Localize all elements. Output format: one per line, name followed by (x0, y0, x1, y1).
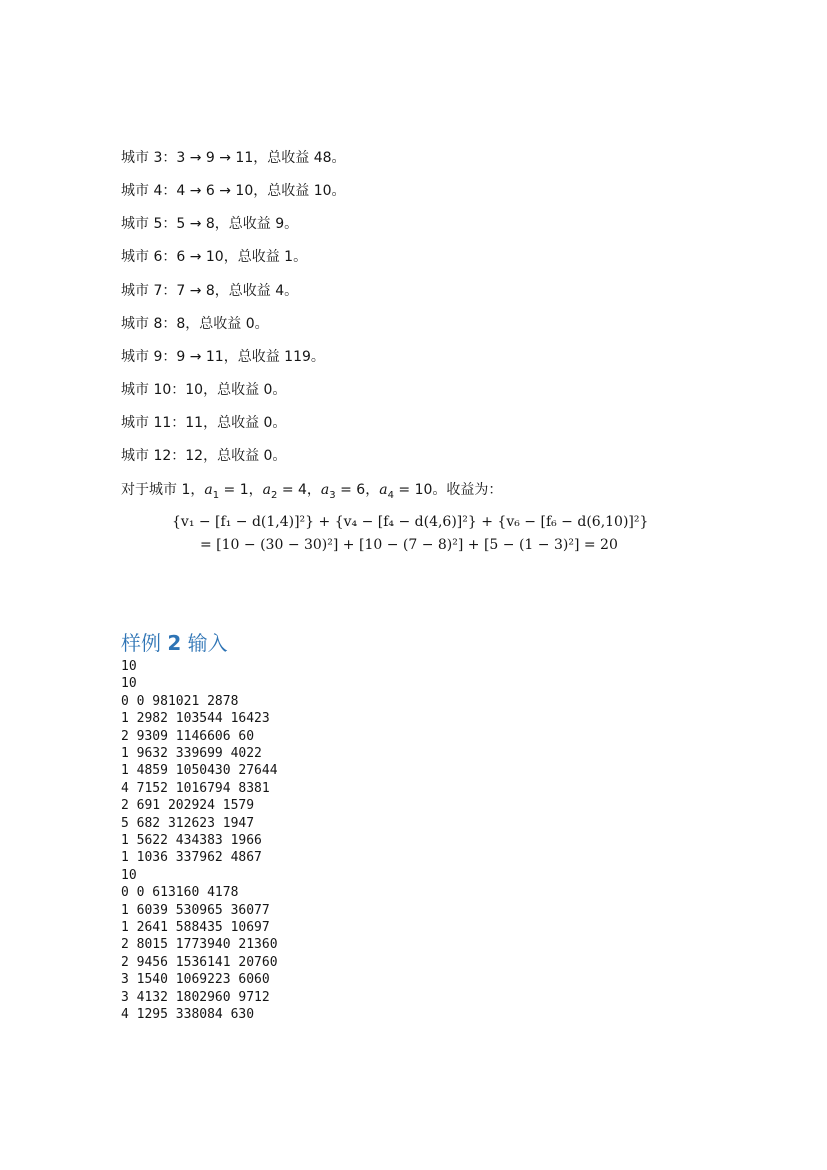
code-line: 0 0 613160 4178 (121, 885, 239, 901)
code-line: 2 8015 1773940 21360 (121, 937, 278, 953)
result-line-city-9: 城市 9：9 → 11，总收益 119。 (121, 349, 325, 365)
code-line: 0 0 981021 2878 (121, 693, 239, 709)
var-a4-value: = 10。 (393, 482, 447, 498)
var-a2-value: = 4， (277, 482, 321, 498)
var-a3-value: = 6， (335, 482, 380, 498)
intro-prefix: 对于城市 1， (121, 482, 205, 498)
var-a2: a (262, 482, 271, 498)
result-line-city-6: 城市 6：6 → 10，总收益 1。 (121, 249, 308, 265)
code-line: 2 9309 1146606 60 (121, 728, 255, 744)
var-a1-value: = 1， (219, 482, 263, 498)
var-a1-sub: 1 (212, 489, 220, 501)
result-line-city-4: 城市 4：4 → 6 → 10，总收益 10。 (121, 183, 346, 199)
code-line: 3 1540 1069223 6060 (121, 972, 270, 988)
code-line: 1 2982 103544 16423 (121, 711, 270, 727)
code-line: 1 5622 434383 1966 (121, 833, 262, 848)
var-a4-sub: 4 (387, 489, 394, 501)
code-line: 4 7152 1016794 8381 (121, 780, 270, 796)
heading-prefix: 样例 (121, 631, 168, 655)
var-a3-sub: 3 (329, 489, 336, 501)
code-line: 1 9632 339699 4022 (121, 746, 262, 761)
var-a4: a (379, 482, 388, 498)
code-line: 10 (121, 659, 137, 674)
formula-line-1: {v₁ − [f₁ − d(1,4)]²} + {v₄ − [f₄ − d(4,6)]²} + {v₆ − [f₆ − d(6,10)]²} (172, 514, 649, 530)
result-line-city-10: 城市 10：10，总收益 0。 (121, 382, 287, 398)
result-line-city-5: 城市 5：5 → 8，总收益 9。 (121, 216, 299, 232)
code-line: 5 682 312623 1947 (121, 815, 255, 831)
result-line-city-7: 城市 7：7 → 8，总收益 4。 (121, 283, 299, 299)
sample-2-input-heading (121, 630, 228, 656)
heading-number: 2 (167, 631, 182, 655)
heading-suffix: 输入 (181, 631, 228, 655)
var-a1: a (204, 482, 213, 498)
result-line-city-3: 城市 3：3 → 9 → 11，总收益 48。 (121, 150, 346, 166)
formula-line-2: = [10 − (30 − 30)²] + [10 − (7 − 8)²] + [5 − (1 − 3)²] = 20 (200, 537, 618, 553)
code-line: 1 1036 337962 4867 (121, 850, 262, 866)
code-line: 10 (121, 676, 137, 692)
intro-suffix: 收益为： (446, 482, 503, 498)
var-a2-sub: 2 (271, 489, 278, 501)
code-line: 1 2641 588435 10697 (121, 920, 270, 935)
result-line-city-8: 城市 8：8，总收益 0。 (121, 316, 269, 332)
code-line: 3 4132 1802960 9712 (121, 989, 270, 1005)
var-a3: a (320, 482, 330, 498)
code-line: 1 4859 1050430 27644 (121, 763, 278, 779)
city-1-intro (121, 481, 502, 505)
code-line: 10 (121, 867, 137, 883)
result-line-city-12: 城市 12：12，总收益 0。 (121, 448, 287, 464)
code-line: 4 1295 338084 630 (121, 1007, 255, 1022)
code-line: 1 6039 530965 36077 (121, 902, 270, 918)
result-line-city-11: 城市 11：11，总收益 0。 (121, 415, 287, 431)
code-line: 2 9456 1536141 20760 (121, 954, 278, 970)
code-line: 2 691 202924 1579 (121, 798, 255, 814)
